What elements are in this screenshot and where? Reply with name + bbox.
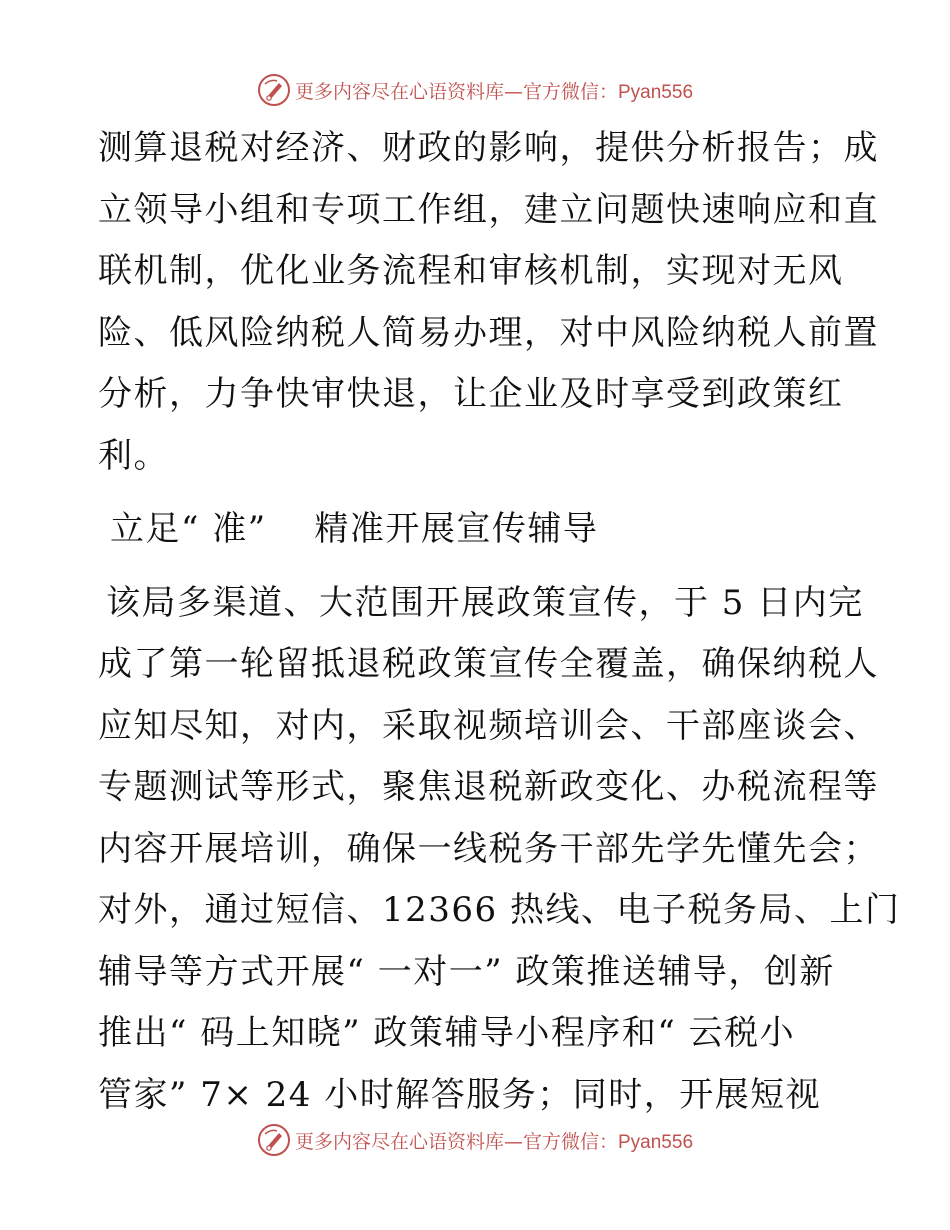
text-line: 管家” 7× 24 小时解答服务；同时，开展短视 bbox=[98, 1074, 822, 1115]
text-line: 专题测试等形式，聚焦退税新政变化、办税流程等 bbox=[98, 767, 879, 807]
banner-wechat-id: Pyan556 bbox=[618, 1131, 694, 1153]
text-line: 测算退税对经济、财政的影响，提供分析报告；成 bbox=[98, 128, 879, 168]
banner-site-text: 更多内容尽在心语资料库 bbox=[294, 1130, 504, 1153]
text-line: 利。 bbox=[98, 435, 169, 476]
banner-wechat-label: 官方微信： bbox=[522, 1130, 618, 1153]
text-line: 分析，力争快审快退，让企业及时享受到政策红 bbox=[98, 374, 844, 414]
text-line: 险、低风险纳税人简易办理，对中风险纳税人前置 bbox=[98, 312, 879, 353]
pen-nib-logo-icon bbox=[257, 73, 291, 107]
text-line: 立领导小组和专项工作组，建立问题快速响应和直 bbox=[98, 189, 879, 230]
text-line: 应知尽知，对内，采取视频培训会、干部座谈会、 bbox=[98, 705, 879, 746]
text-line: 该局多渠道、大范围开展政策宣传，于 5 日内完 bbox=[106, 582, 864, 623]
text-line: 内容开展培训，确保一线税务干部先学先懂先会； bbox=[98, 828, 879, 869]
header-banner bbox=[0, 70, 950, 110]
pen-nib-logo-icon bbox=[257, 1123, 291, 1157]
paragraph-1 bbox=[98, 118, 879, 487]
banner-separator: — bbox=[503, 80, 523, 103]
banner-site-text: 更多内容尽在心语资料库 bbox=[294, 80, 504, 103]
paragraph-2 bbox=[98, 573, 901, 1127]
text-line: 成了第一轮留抵退税政策宣传全覆盖，确保纳税人 bbox=[98, 644, 879, 684]
document-body bbox=[98, 118, 901, 1126]
footer-banner bbox=[0, 1120, 950, 1160]
text-line: 辅导等方式开展“ 一对一” 政策推送辅导，创新 bbox=[98, 951, 835, 992]
banner-separator: — bbox=[503, 1130, 523, 1153]
section-heading: 立足“ 准” 精准开展宣传辅导 bbox=[110, 509, 599, 549]
banner-wechat-id: Pyan556 bbox=[618, 81, 694, 103]
text-line: 推出“ 码上知晓” 政策辅导小程序和“ 云税小 bbox=[98, 1013, 796, 1053]
banner-wechat-label: 官方微信： bbox=[522, 80, 618, 103]
text-line: 联机制，优化业务流程和审核机制，实现对无风 bbox=[98, 251, 844, 291]
text-line: 对外，通过短信、12366 热线、电子税务局、上门 bbox=[98, 890, 901, 930]
